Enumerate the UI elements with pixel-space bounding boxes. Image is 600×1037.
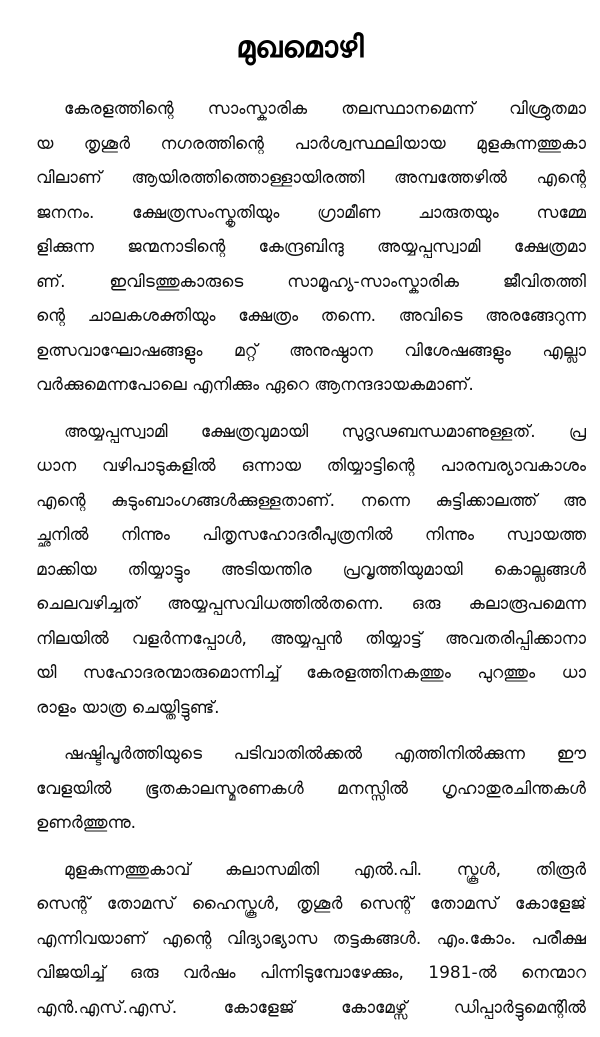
text-line: ജനനം. ക്ഷേത്രസംസ്കൃതിയും ഗ്രാമീണ ചാരുതയും സമ്മേ: [36, 202, 586, 223]
text-line: രാളം യാത്ര ചെയ്തിട്ടുണ്ട്.: [36, 697, 220, 718]
text-line: ന്റെ ചാലകശക്തിയും ക്ഷേത്രം തന്നെ. അവിടെ അരങ്ങേറുന്ന: [36, 306, 586, 326]
text-line: ധാന വഴിപാടുകളിൽ ഒന്നായ തിയ്യാട്ടിന്റെ പാരമ്പര്യാവകാശം: [36, 456, 586, 476]
text-line: ഷഷ്ടിപൂർത്തിയുടെ പടിവാതിൽക്കൽ എത്തിനിൽക്കുന്ന ഈ: [64, 744, 586, 764]
text-line: ഉത്സവാഘോഷങ്ങളും മറ്റ് അനുഷ്ഠാന വിശേഷങ്ങളും എല്ലാ: [36, 340, 586, 361]
text-line: ണ്. ഇവിടത്തുകാരുടെ സാമൂഹ്യ-സാംസ്കാരിക ജീവിതത്തി: [36, 271, 586, 292]
paragraph-4: [36, 853, 586, 1026]
text-line: മാക്കിയ തിയ്യാട്ടും അടിയന്തിര പ്രവൃത്തിയുമായി കൊല്ലങ്ങൾ: [36, 559, 586, 580]
text-line: എൻ.എസ്.എസ്. കോളേജ് കോമേഴ്സ് ഡിപ്പാർട്ടുമെന്റിൽ: [36, 997, 586, 1018]
text-line: ഉണർത്തുന്നു.: [36, 813, 137, 833]
text-line: മുളകുന്നത്തുകാവ് കലാസമിതി എൽ.പി. സ്കൂൾ, തിരൂർ: [64, 859, 586, 880]
text-line: വർക്കുമെന്നപോലെ എനിക്കും ഏറെ ആനന്ദദായകമാണ്.: [36, 375, 474, 395]
text-line: ചെലവഴിച്ചത് അയ്യപ്പസവിധത്തിൽതന്നെ. ഒരു കലാരൂപമെന്ന: [36, 594, 586, 614]
text-line: വേളയിൽ ഭൂതകാലസ്മരണകൾ മനസ്സിൽ ഗൃഹാതുരചിന്തകൾ: [36, 778, 586, 799]
text-line: എന്റെ കുടുംബാംഗങ്ങൾക്കുള്ളതാണ്. നന്നെ കുട്ടിക്കാലത്ത് അ: [36, 490, 586, 511]
text-line: നിലയിൽ വളർന്നപ്പോൾ, അയ്യപ്പൻ തിയ്യാട്ട് അവതരിപ്പിക്കാനാ: [36, 628, 586, 649]
text-line: യ തൃശൂർ നഗരത്തിന്റെ പാർശ്വസ്ഥലിയായ മുളകുന്നത്തുകാ: [36, 133, 586, 154]
paragraph-3: [36, 737, 586, 841]
text-line: യി സഹോദരന്മാരുമൊന്നിച്ച് കേരളത്തിനകത്തും പുറത്തും ധാ: [36, 663, 586, 683]
paragraph-1: [36, 92, 586, 403]
page-title: മുഖമൊഴി: [236, 30, 364, 65]
text-line: വിജയിച്ച് ഒരു വർഷം പിന്നിടുമ്പോഴേക്കും, 1981-ൽ നെന്മാറ: [36, 963, 586, 983]
text-line: ളിക്കുന്ന ജന്മനാടിന്റെ കേന്ദ്രബിന്ദു അയ്യപ്പസ്വാമി ക്ഷേത്രമാ: [36, 237, 586, 257]
body-text: [36, 92, 586, 1037]
text-line: ച്ഛനിൽ നിന്നും പിതൃസഹോദരീപുത്രനിൽ നിന്നും സ്വായത്ത: [36, 525, 586, 545]
paragraph-2: [36, 415, 586, 726]
text-line: അയ്യപ്പസ്വാമി ക്ഷേത്രവുമായി സുദൃഢബന്ധമാണുള്ളത്. പ്ര: [64, 421, 586, 442]
text-line: കേരളത്തിന്റെ സാംസ്കാരിക തലസ്ഥാനമെന്ന് വിശ്രുതമാ: [64, 99, 586, 119]
text-line: എന്നിവയാണ് എന്റെ വിദ്യാഭ്യാസ തട്ടകങ്ങൾ. എം.കോം. പരീക്ഷ: [36, 928, 586, 949]
text-line: വിലാണ് ആയിരത്തിത്തൊള്ളായിരത്തി അമ്പത്തേഴിൽ എന്റെ: [36, 168, 586, 188]
text-line: സെന്റ് തോമസ് ഹൈസ്കൂൾ, തൃശൂർ സെന്റ് തോമസ് കോളേജ്: [36, 894, 586, 914]
